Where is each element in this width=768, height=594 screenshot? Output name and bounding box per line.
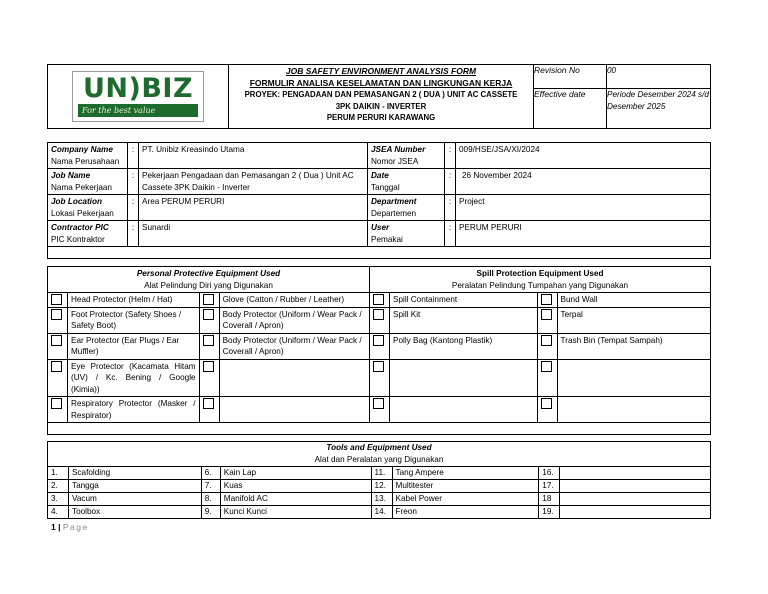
- page-word: Page: [62, 522, 89, 532]
- tool-number: 4.: [48, 506, 69, 519]
- ppe-checkbox[interactable]: [48, 359, 68, 397]
- tool-number: 18: [539, 493, 560, 506]
- checkbox[interactable]: [203, 398, 214, 409]
- tool-number: 3.: [48, 493, 69, 506]
- ppe-item: Foot Protector (Safety Shoes / Safety Boot): [67, 307, 199, 333]
- tool-name: Kain Lap: [220, 467, 371, 480]
- checkbox[interactable]: [373, 294, 384, 305]
- tool-number: 7.: [201, 480, 220, 493]
- job-location-value: Area PERUM PERURI: [139, 195, 368, 221]
- ppe-item: Head Protector (Helm / Hat): [67, 293, 199, 308]
- ppe-checkbox[interactable]: [48, 397, 68, 423]
- project-line-1: PROYEK: PENGADAAN DAN PEMASANGAN 2 ( DUA ) UNIT AC CASSETE: [244, 90, 518, 99]
- tool-number: 13.: [371, 493, 392, 506]
- tool-name: Tang Ampere: [392, 467, 539, 480]
- spill-checkbox[interactable]: [370, 397, 390, 423]
- tool-number: 12.: [371, 480, 392, 493]
- spill-checkbox[interactable]: [370, 359, 390, 397]
- tool-number: 19.: [539, 506, 560, 519]
- job-name-label: Job Name Nama Pekerjaan: [48, 169, 128, 195]
- tool-name: Vacum: [68, 493, 201, 506]
- checkbox[interactable]: [541, 335, 552, 346]
- form-header: [47, 64, 711, 129]
- ppe-checkbox[interactable]: [199, 307, 219, 333]
- tools-table: [47, 441, 711, 519]
- project-line-3: PERUM PERURI KARAWANG: [326, 113, 436, 122]
- spill-checkbox[interactable]: [370, 333, 390, 359]
- form-title-id: FORMULIR ANALISA KESELAMATAN DAN LINGKUNGAN KERJA: [249, 78, 513, 88]
- ppe-checkbox[interactable]: [48, 333, 68, 359]
- user-value: PERUM PERURI: [456, 221, 711, 247]
- table-row: [48, 493, 711, 506]
- checkbox[interactable]: [51, 309, 62, 320]
- contractor-pic-value: Sunardi: [139, 221, 368, 247]
- spill-item: Terpal: [557, 307, 710, 333]
- logo-wordmark: UN)BIZ: [82, 73, 194, 104]
- page-footer: 1 | Page: [51, 522, 89, 532]
- contractor-pic-label: Contractor PIC PIC Kontraktor: [48, 221, 128, 247]
- ppe-checkbox[interactable]: [199, 359, 219, 397]
- spill-item: Trash Bin (Tempat Sampah): [557, 333, 710, 359]
- department-value: Project: [456, 195, 711, 221]
- ppe-item: Ear Protector (Ear Plugs / Ear Muffler): [67, 333, 199, 359]
- tools-section-title: Tools and Equipment Used Alat dan Peralatan yang Digunakan: [48, 442, 711, 467]
- job-name-value: Pekerjaan Pengadaan dan Pemasangan 2 ( Dua ) Unit AC Cassete 3PK Daikin - Inverter: [139, 169, 368, 195]
- ppe-checkbox[interactable]: [199, 333, 219, 359]
- tool-name: Kabel Power: [392, 493, 539, 506]
- tool-number: 1.: [48, 467, 69, 480]
- form-title-cell: [229, 65, 534, 129]
- checkbox[interactable]: [373, 361, 384, 372]
- logo-tagline: For the best value: [78, 104, 198, 117]
- jsea-number-label: JSEA Number Nomor JSEA: [368, 143, 445, 169]
- checkbox[interactable]: [541, 361, 552, 372]
- date-value: 26 November 2024: [456, 169, 711, 195]
- effective-date-value: Periode Desember 2024 s/d Desember 2025: [607, 89, 711, 129]
- tool-name: [560, 493, 711, 506]
- spill-item: Bund Wall: [557, 293, 710, 308]
- ppe-item: Glove (Catton / Rubber / Leather): [219, 293, 369, 308]
- spill-item: Polly Bag (Kantong Plastik): [390, 333, 538, 359]
- checkbox[interactable]: [373, 309, 384, 320]
- tool-name: Freon: [392, 506, 539, 519]
- spill-section-title: Spill Protection Equipment Used Peralatan Pelindung Tumpahan yang Digunakan: [370, 267, 711, 293]
- tool-name: Kuas: [220, 480, 371, 493]
- spill-checkbox[interactable]: [537, 307, 557, 333]
- checkbox[interactable]: [203, 335, 214, 346]
- tool-number: 9.: [201, 506, 220, 519]
- tool-name: [560, 480, 711, 493]
- ppe-item: [219, 397, 369, 423]
- tool-name: Multitester: [392, 480, 539, 493]
- spill-checkbox[interactable]: [537, 333, 557, 359]
- spill-item: Spill Containment: [390, 293, 538, 308]
- checkbox[interactable]: [541, 398, 552, 409]
- equipment-table: [47, 266, 711, 435]
- checkbox[interactable]: [51, 361, 62, 372]
- tool-name: Toolbox: [68, 506, 201, 519]
- checkbox[interactable]: [51, 335, 62, 346]
- tool-name: Manifold AC: [220, 493, 371, 506]
- tool-number: 16.: [539, 467, 560, 480]
- user-label: User Pemakai: [368, 221, 445, 247]
- ppe-checkbox[interactable]: [48, 293, 68, 308]
- company-name-value: PT. Unibiz Kreasindo Utama: [139, 143, 368, 169]
- checkbox[interactable]: [203, 309, 214, 320]
- checkbox[interactable]: [203, 294, 214, 305]
- checkbox[interactable]: [203, 361, 214, 372]
- spill-item: [557, 397, 710, 423]
- spill-item: Spill Kit: [390, 307, 538, 333]
- table-row: [48, 506, 711, 519]
- tool-name: [560, 467, 711, 480]
- spill-checkbox[interactable]: [370, 307, 390, 333]
- tool-number: 11.: [371, 467, 392, 480]
- checkbox[interactable]: [541, 294, 552, 305]
- tool-number: 8.: [201, 493, 220, 506]
- spacer-row: [48, 247, 711, 259]
- tool-name: Scafolding: [68, 467, 201, 480]
- company-name-label: Company Name Nama Perusahaan: [48, 143, 128, 169]
- tool-number: 2.: [48, 480, 69, 493]
- checkbox[interactable]: [541, 309, 552, 320]
- job-location-label: Job Location Lokasi Pekerjaan: [48, 195, 128, 221]
- table-row: [48, 480, 711, 493]
- ppe-checkbox[interactable]: [199, 397, 219, 423]
- jsea-number-value: 009/HSE/JSA/XI/2024: [456, 143, 711, 169]
- ppe-item: [219, 359, 369, 397]
- spill-checkbox[interactable]: [370, 293, 390, 308]
- spill-item: [390, 359, 538, 397]
- spacer-row: [48, 423, 711, 435]
- spill-checkbox[interactable]: [537, 293, 557, 308]
- spill-item: [390, 397, 538, 423]
- spill-checkbox[interactable]: [537, 359, 557, 397]
- ppe-item: Respiratory Protector (Masker / Respirator): [67, 397, 199, 423]
- date-label: Date Tanggal: [368, 169, 445, 195]
- spill-item: [557, 359, 710, 397]
- ppe-item: Body Protector (Uniform / Wear Pack / Coverall / Apron): [219, 307, 369, 333]
- ppe-checkbox[interactable]: [48, 307, 68, 333]
- checkbox[interactable]: [51, 294, 62, 305]
- table-row: [48, 467, 711, 480]
- ppe-checkbox[interactable]: [199, 293, 219, 308]
- spill-checkbox[interactable]: [537, 397, 557, 423]
- company-logo: [72, 71, 204, 122]
- revision-label: Revision No: [534, 65, 607, 89]
- tool-name: [560, 506, 711, 519]
- tool-name: Tangga: [68, 480, 201, 493]
- checkbox[interactable]: [373, 335, 384, 346]
- tool-number: 17.: [539, 480, 560, 493]
- tool-name: Kunci Kunci: [220, 506, 371, 519]
- effective-date-label: Effective date: [534, 89, 607, 129]
- ppe-item: Body Protector (Uniform / Wear Pack / Coverall / Apron): [219, 333, 369, 359]
- ppe-section-title: Personal Protective Equipment Used Alat Pelindung Diri yang Digunakan: [48, 267, 370, 293]
- ppe-item: Eye Protector (Kacamata Hitam (UV) / Kc. Bening / Google (Kimia)): [67, 359, 199, 397]
- logo-cell: [48, 65, 229, 129]
- project-line-2: 3PK DAIKIN - INVERTER: [335, 101, 427, 111]
- department-label: Department Departemen: [368, 195, 445, 221]
- revision-value: 00: [607, 65, 711, 89]
- checkbox[interactable]: [373, 398, 384, 409]
- tool-number: 14.: [371, 506, 392, 519]
- form-title-en: JOB SAFETY ENVIRONMENT ANALYSIS FORM: [285, 66, 477, 76]
- page-number: 1: [51, 522, 56, 532]
- checkbox[interactable]: [51, 398, 62, 409]
- job-info-table: Company Name Nama Perusahaan : PT. Unibiz Kreasindo Utama JSEA Number Nomor JSEA : 009/HSE/JSA/XI/2024 Job Name Nama Pekerjaan : Pekerjaan Pengadaan dan Pemasangan 2 ( Dua ) Unit AC Cassete 3PK Daikin - Inverter Date Tanggal : 26 November 2024 Job Location Lokasi Pekerjaan : Area PERUM PERURI Department Departemen : Project Contractor PIC PIC Kontraktor : Sunardi User Pemakai : PERUM PERURI: [47, 142, 711, 259]
- tool-number: 6.: [201, 467, 220, 480]
